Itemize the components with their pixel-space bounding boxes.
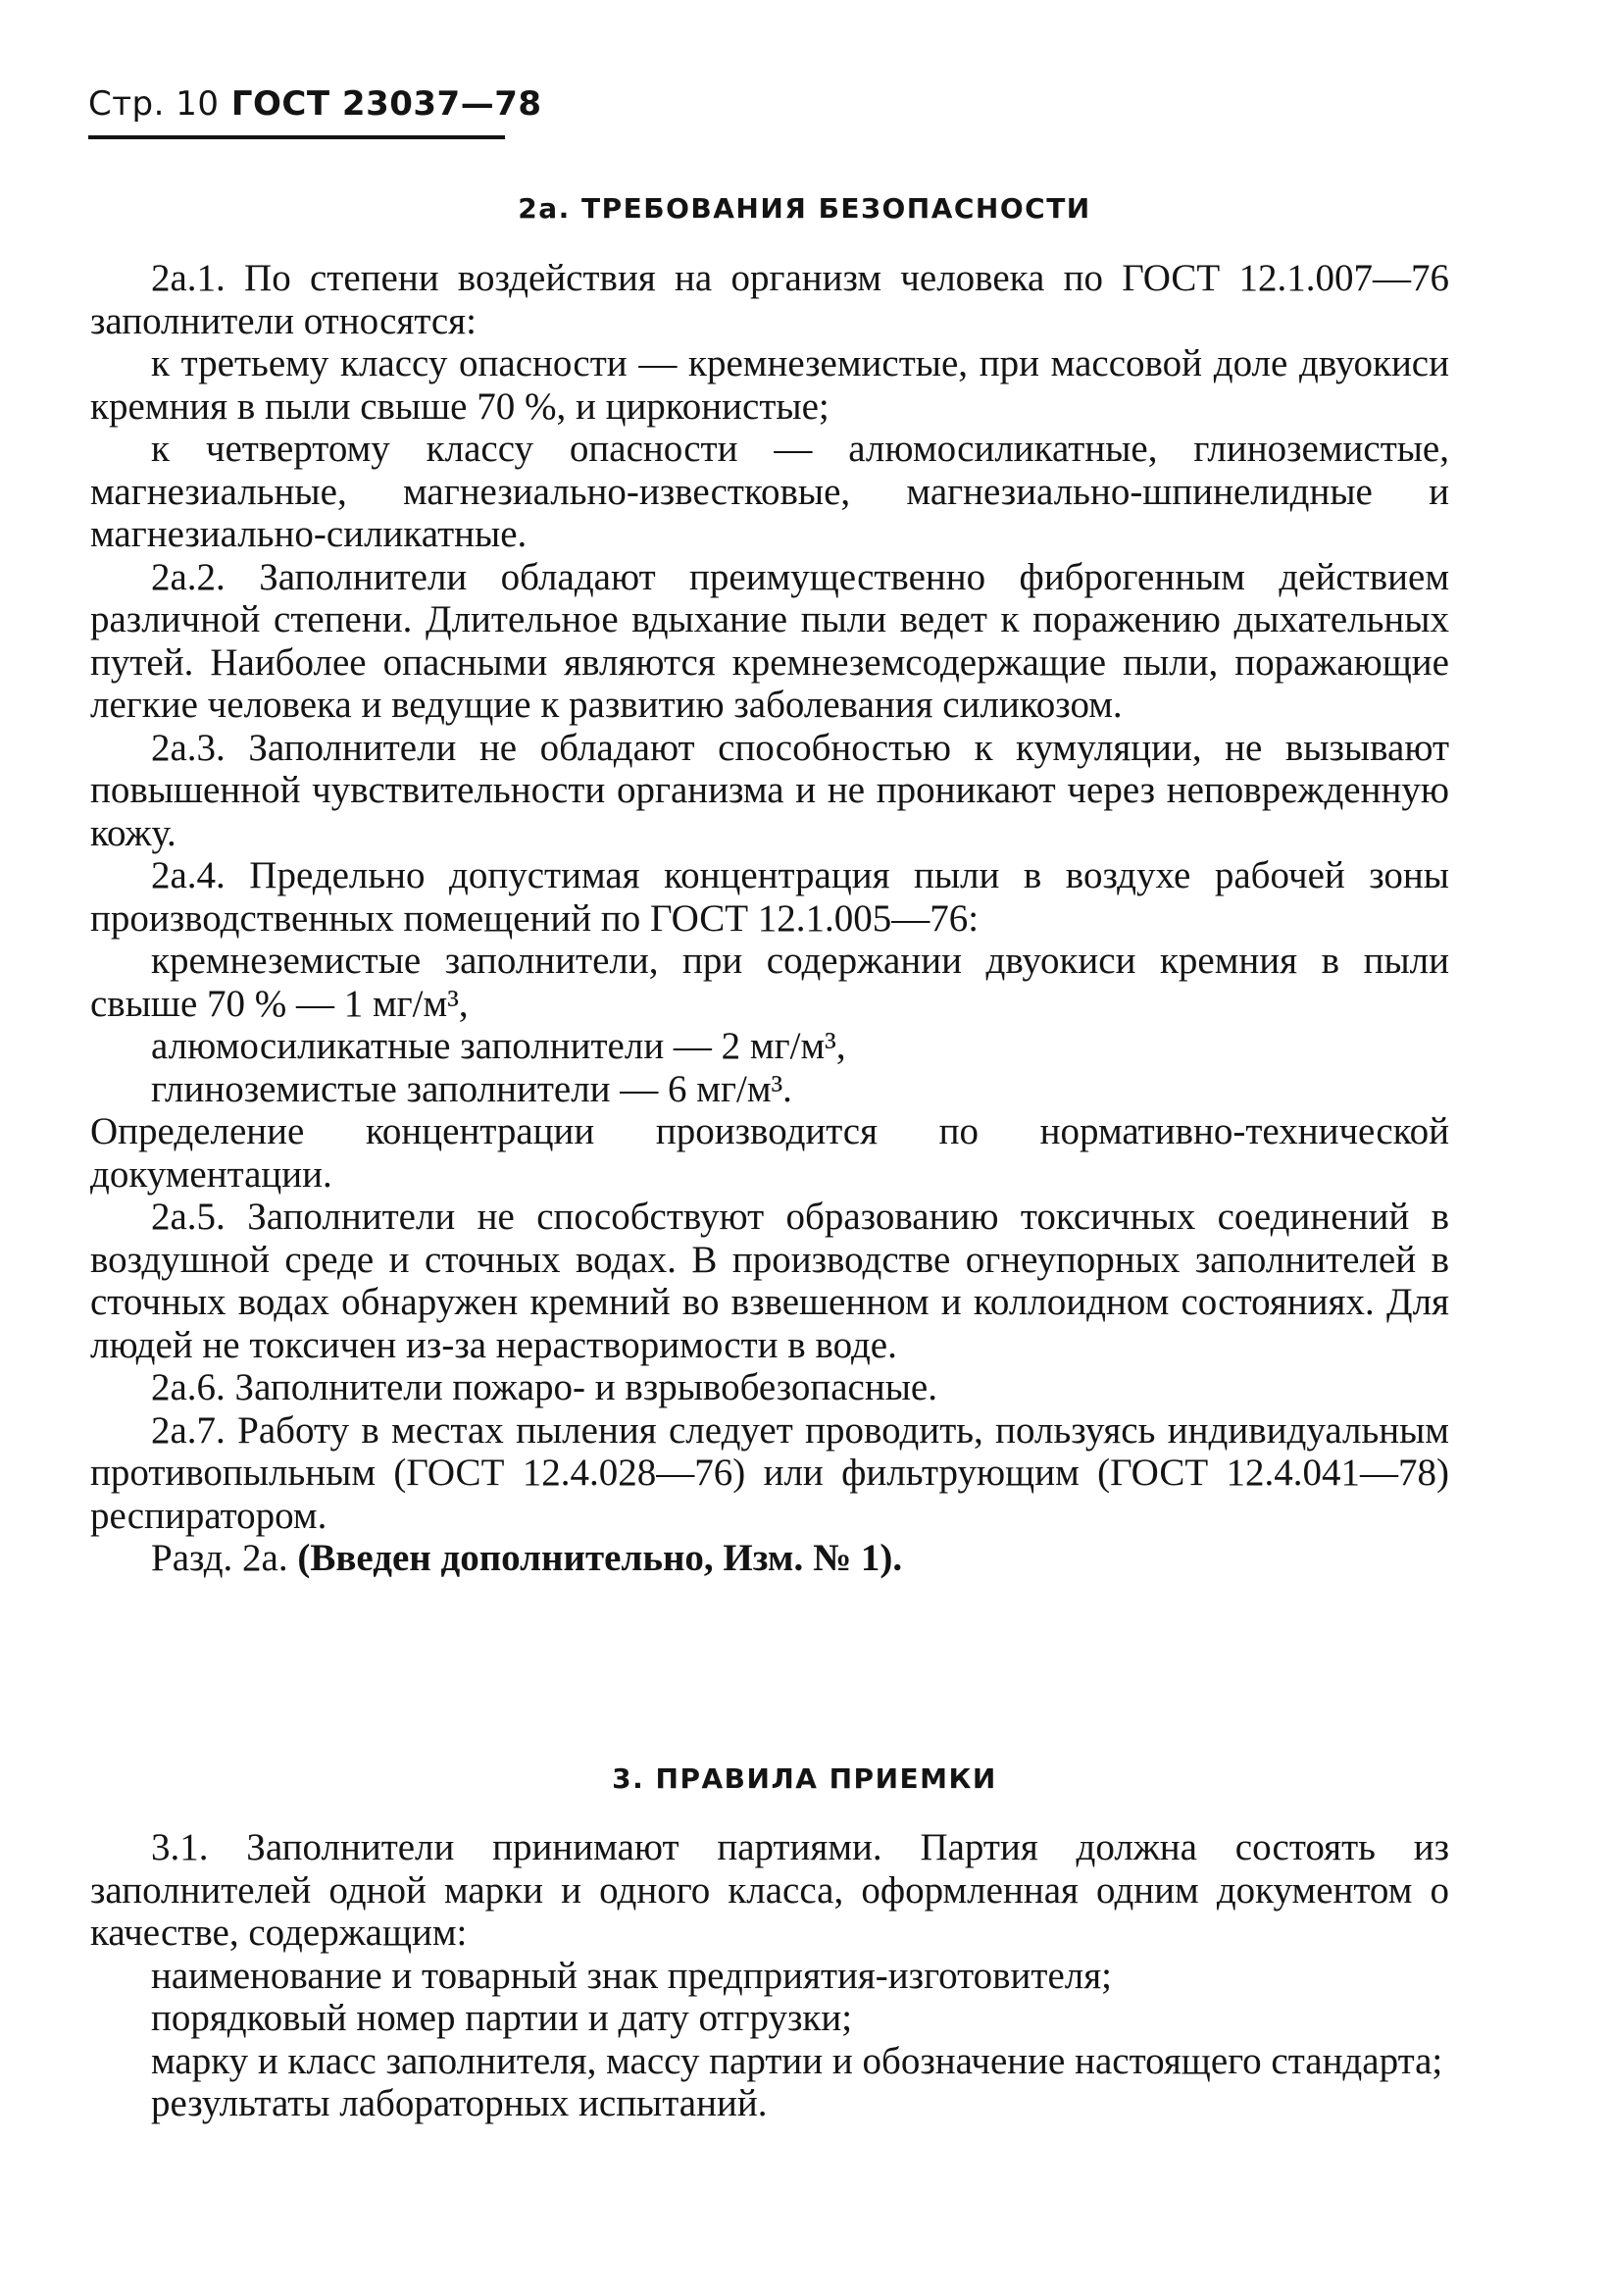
paragraph-class-4: к четвертому классу опасности — алюмосиликатные, глиноземистые, магнезиальные, магнезиально-известковые, магнезиально-шпинелидные и магнезиально-силикатные. (90, 428, 1449, 555)
paragraph-2a-6: 2а.6. Заполнители пожаро- и взрывобезопасные. (151, 1366, 937, 1408)
section-3-body (90, 1826, 1449, 2125)
section-2a-heading: 2а. ТРЕБОВАНИЯ БЕЗОПАСНОСТИ (518, 192, 1091, 225)
header-rule (88, 135, 505, 139)
paragraph-2a-4: 2а.4. Предельно допустимая концентрация пыли в воздухе рабочей зоны производственных помещений по ГОСТ 12.1.005—76: (90, 854, 1449, 940)
paragraph-2a-7: 2а.7. Работу в местах пыления следует проводить, пользуясь индивидуальным противопыльным (ГОСТ 12.4.028—76) или фильтрующим (ГОСТ 12.4.041—78) респиратором. (90, 1408, 1449, 1537)
paragraph-alumina-limit: глиноземистые заполнители — 6 мг/м³. (151, 1067, 792, 1110)
paragraph-batch-number: порядковый номер партии и дату отгрузки; (151, 1997, 853, 2039)
paragraph-2a-5: 2а.5. Заполнители не способствуют образованию токсичных соединений в воздушной среде и сточных водах. В производстве огнеупорных заполнителей в сточных водах обнаружен кремний во взвешенном и коллоидном состояниях. Для людей не токсичен из-за нерастворимости в воде. (90, 1196, 1449, 1366)
paragraph-2a-1: 2а.1. По степени воздействия на организм человека по ГОСТ 12.1.007—76 заполнители относятся: (90, 257, 1449, 342)
amendment-note-bold: (Введен дополнительно, Изм. № 1). (297, 1537, 903, 1579)
standard-number: ГОСТ 23037—78 (230, 84, 542, 124)
paragraph-lab-results: результаты лабораторных испытаний. (151, 2082, 768, 2124)
amendment-note-prefix: Разд. 2а. (151, 1537, 288, 1579)
section-3-heading: 3. ПРАВИЛА ПРИЕМКИ (612, 1762, 997, 1795)
paragraph-3-1: 3.1. Заполнители принимают партиями. Партия должна состоять из заполнителей одной марки и одного класса, оформленная одним документом о качестве, содержащим: (90, 1826, 1449, 1954)
page-number: Стр. 10 (88, 84, 220, 124)
paragraph-manufacturer: наименование и товарный знак предприятия-изготовителя; (151, 1954, 1112, 1997)
paragraph-grade-class: марку и класс заполнителя, массу партии и обозначение настоящего стандарта; (151, 2039, 1443, 2082)
paragraph-alumosilicate-limit: алюмосиликатные заполнители — 2 мг/м³, (151, 1025, 846, 1067)
amendment-note (90, 1537, 1449, 1580)
paragraph-class-3: к третьему классу опасности — кремнеземистые, при массовой доле двуокиси кремния в пыли свыше 70 %, и цирконистые; (90, 342, 1449, 428)
section-2a-body (90, 257, 1449, 1580)
paragraph-2a-2: 2а.2. Заполнители обладают преимущественно фиброгенным действием различной степени. Длительное вдыхание пыли ведет к поражению дыхательных путей. Наиболее опасными являются кремнеземсодержащие пыли, поражающие легкие человека и ведущие к развитию заболевания силикозом. (90, 555, 1449, 726)
page-header (88, 84, 542, 124)
paragraph-silica-limit: кремнеземистые заполнители, при содержании двуокиси кремния в пыли свыше 70 % — 1 мг/м³, (90, 940, 1449, 1025)
paragraph-determination: Определение концентрации производится по нормативно-технической документации. (90, 1110, 1449, 1196)
paragraph-2a-3: 2а.3. Заполнители не обладают способностью к кумуляции, не вызывают повышенной чувствительности организма и не проникают через неповрежденную кожу. (90, 726, 1449, 854)
